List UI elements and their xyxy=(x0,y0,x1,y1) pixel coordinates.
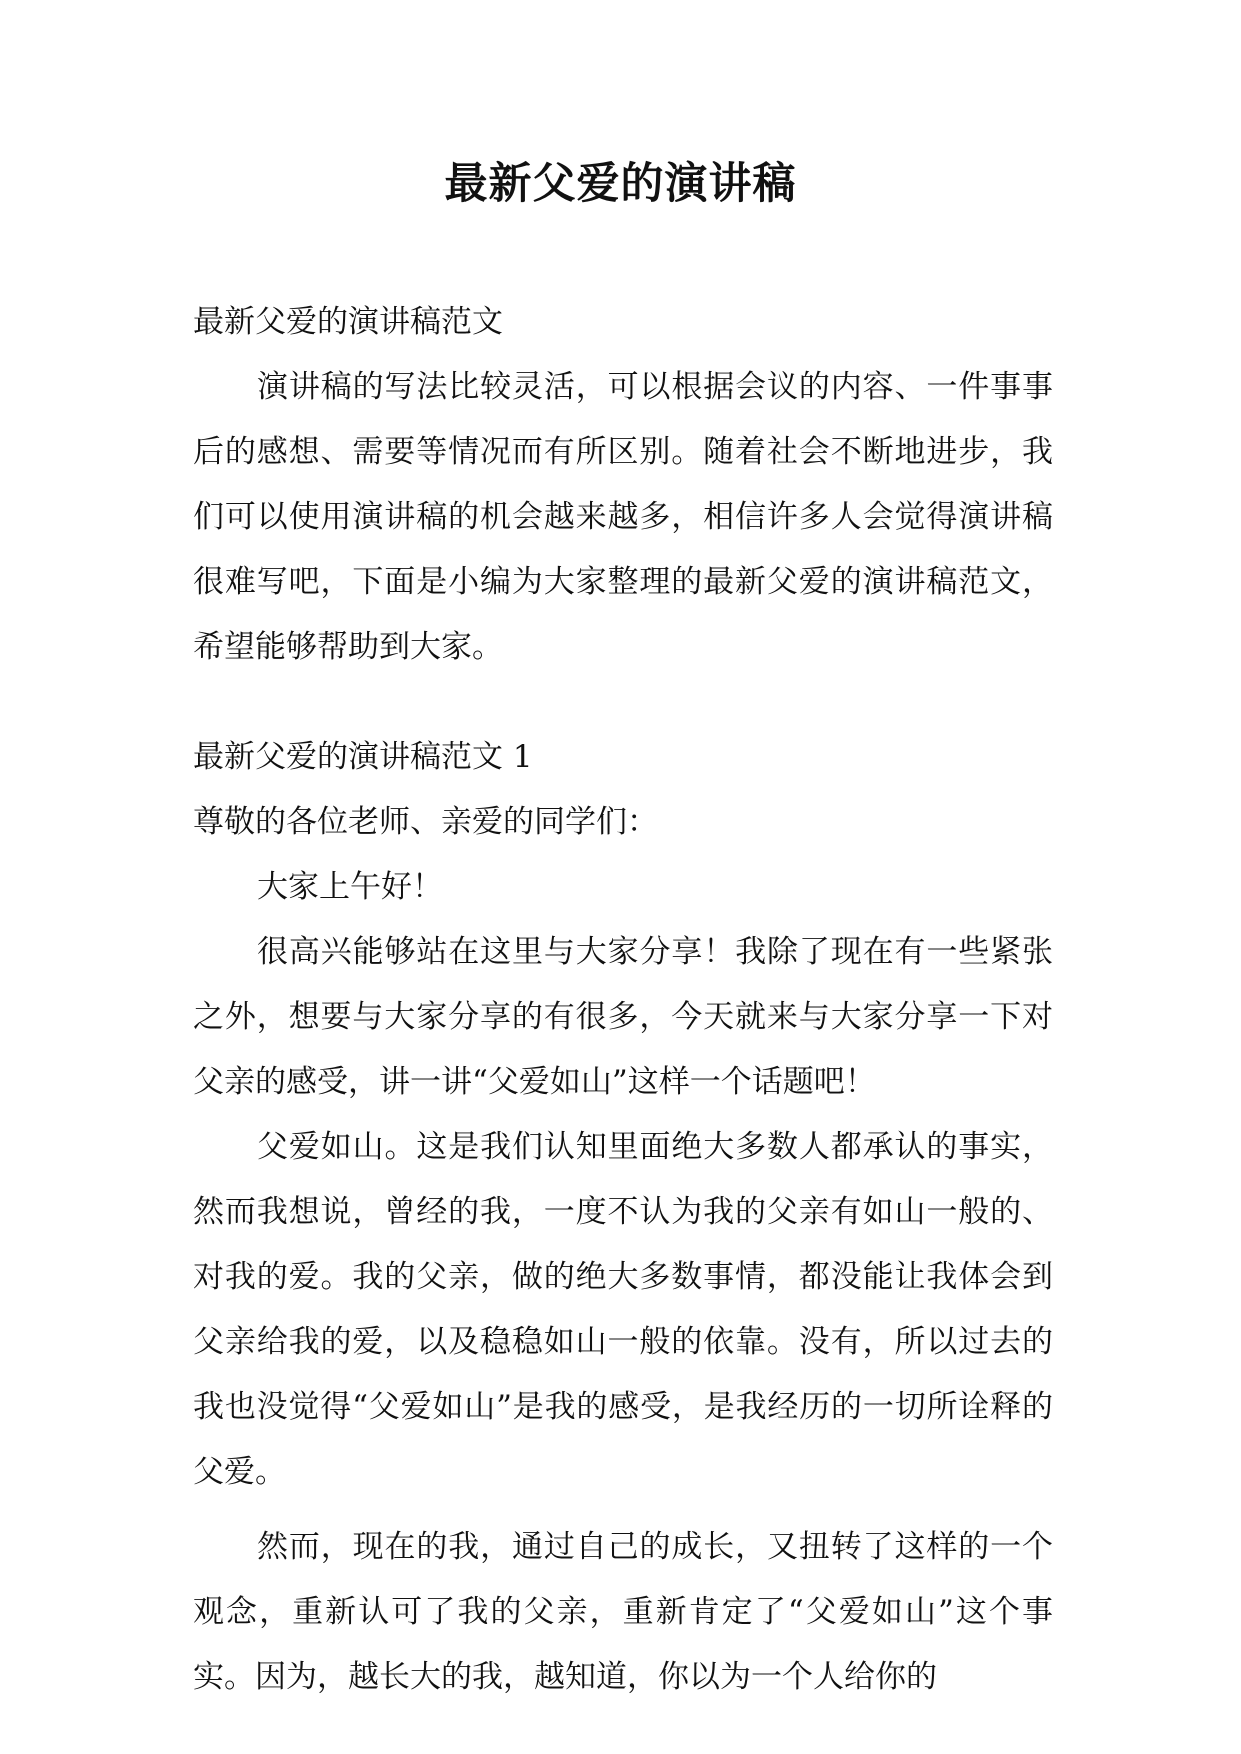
intro-heading: 最新父爱的演讲稿范文 xyxy=(193,304,503,340)
document-body xyxy=(193,290,1053,1710)
document-title: 最新父爱的演讲稿 xyxy=(444,159,797,209)
intro-paragraph: 演讲稿的写法比较灵活，可以根据会议的内容、一件事事后的感想、需要等情况而有所区别。随着社会不断地进步，我们可以使用演讲稿的机会越来越多，相信许多人会觉得演讲稿很难写吧，下面是小编为大家整理的最新父爱的演讲稿范文，希望能够帮助到大家。 xyxy=(193,369,1053,665)
body-paragraph: 父爱如山。这是我们认知里面绝大多数人都承认的事实，然而我想说，曾经的我，一度不认为我的父亲有如山一般的、对我的爱。我的父亲，做的绝大多数事情，都没能让我体会到父亲给我的爱，以及稳稳如山一般的依靠。没有，所以过去的我也没觉得“父爱如山”是我的感受，是我经历的一切所诠释的父爱。 xyxy=(193,1129,1053,1490)
salutation: 尊敬的各位老师、亲爱的同学们： xyxy=(193,804,658,840)
greeting: 大家上午好！ xyxy=(257,869,443,905)
body-paragraph: 很高兴能够站在这里与大家分享！我除了现在有一些紧张之外，想要与大家分享的有很多，今天就来与大家分享一下对父亲的感受，讲一讲“父爱如山”这样一个话题吧！ xyxy=(193,934,1053,1100)
section-heading: 最新父爱的演讲稿范文 1 xyxy=(193,739,533,775)
body-paragraph: 然而，现在的我，通过自己的成长，又扭转了这样的一个观念，重新认可了我的父亲，重新肯定了“父爱如山”这个事实。因为，越长大的我，越知道，你以为一个人给你的 xyxy=(193,1529,1053,1695)
